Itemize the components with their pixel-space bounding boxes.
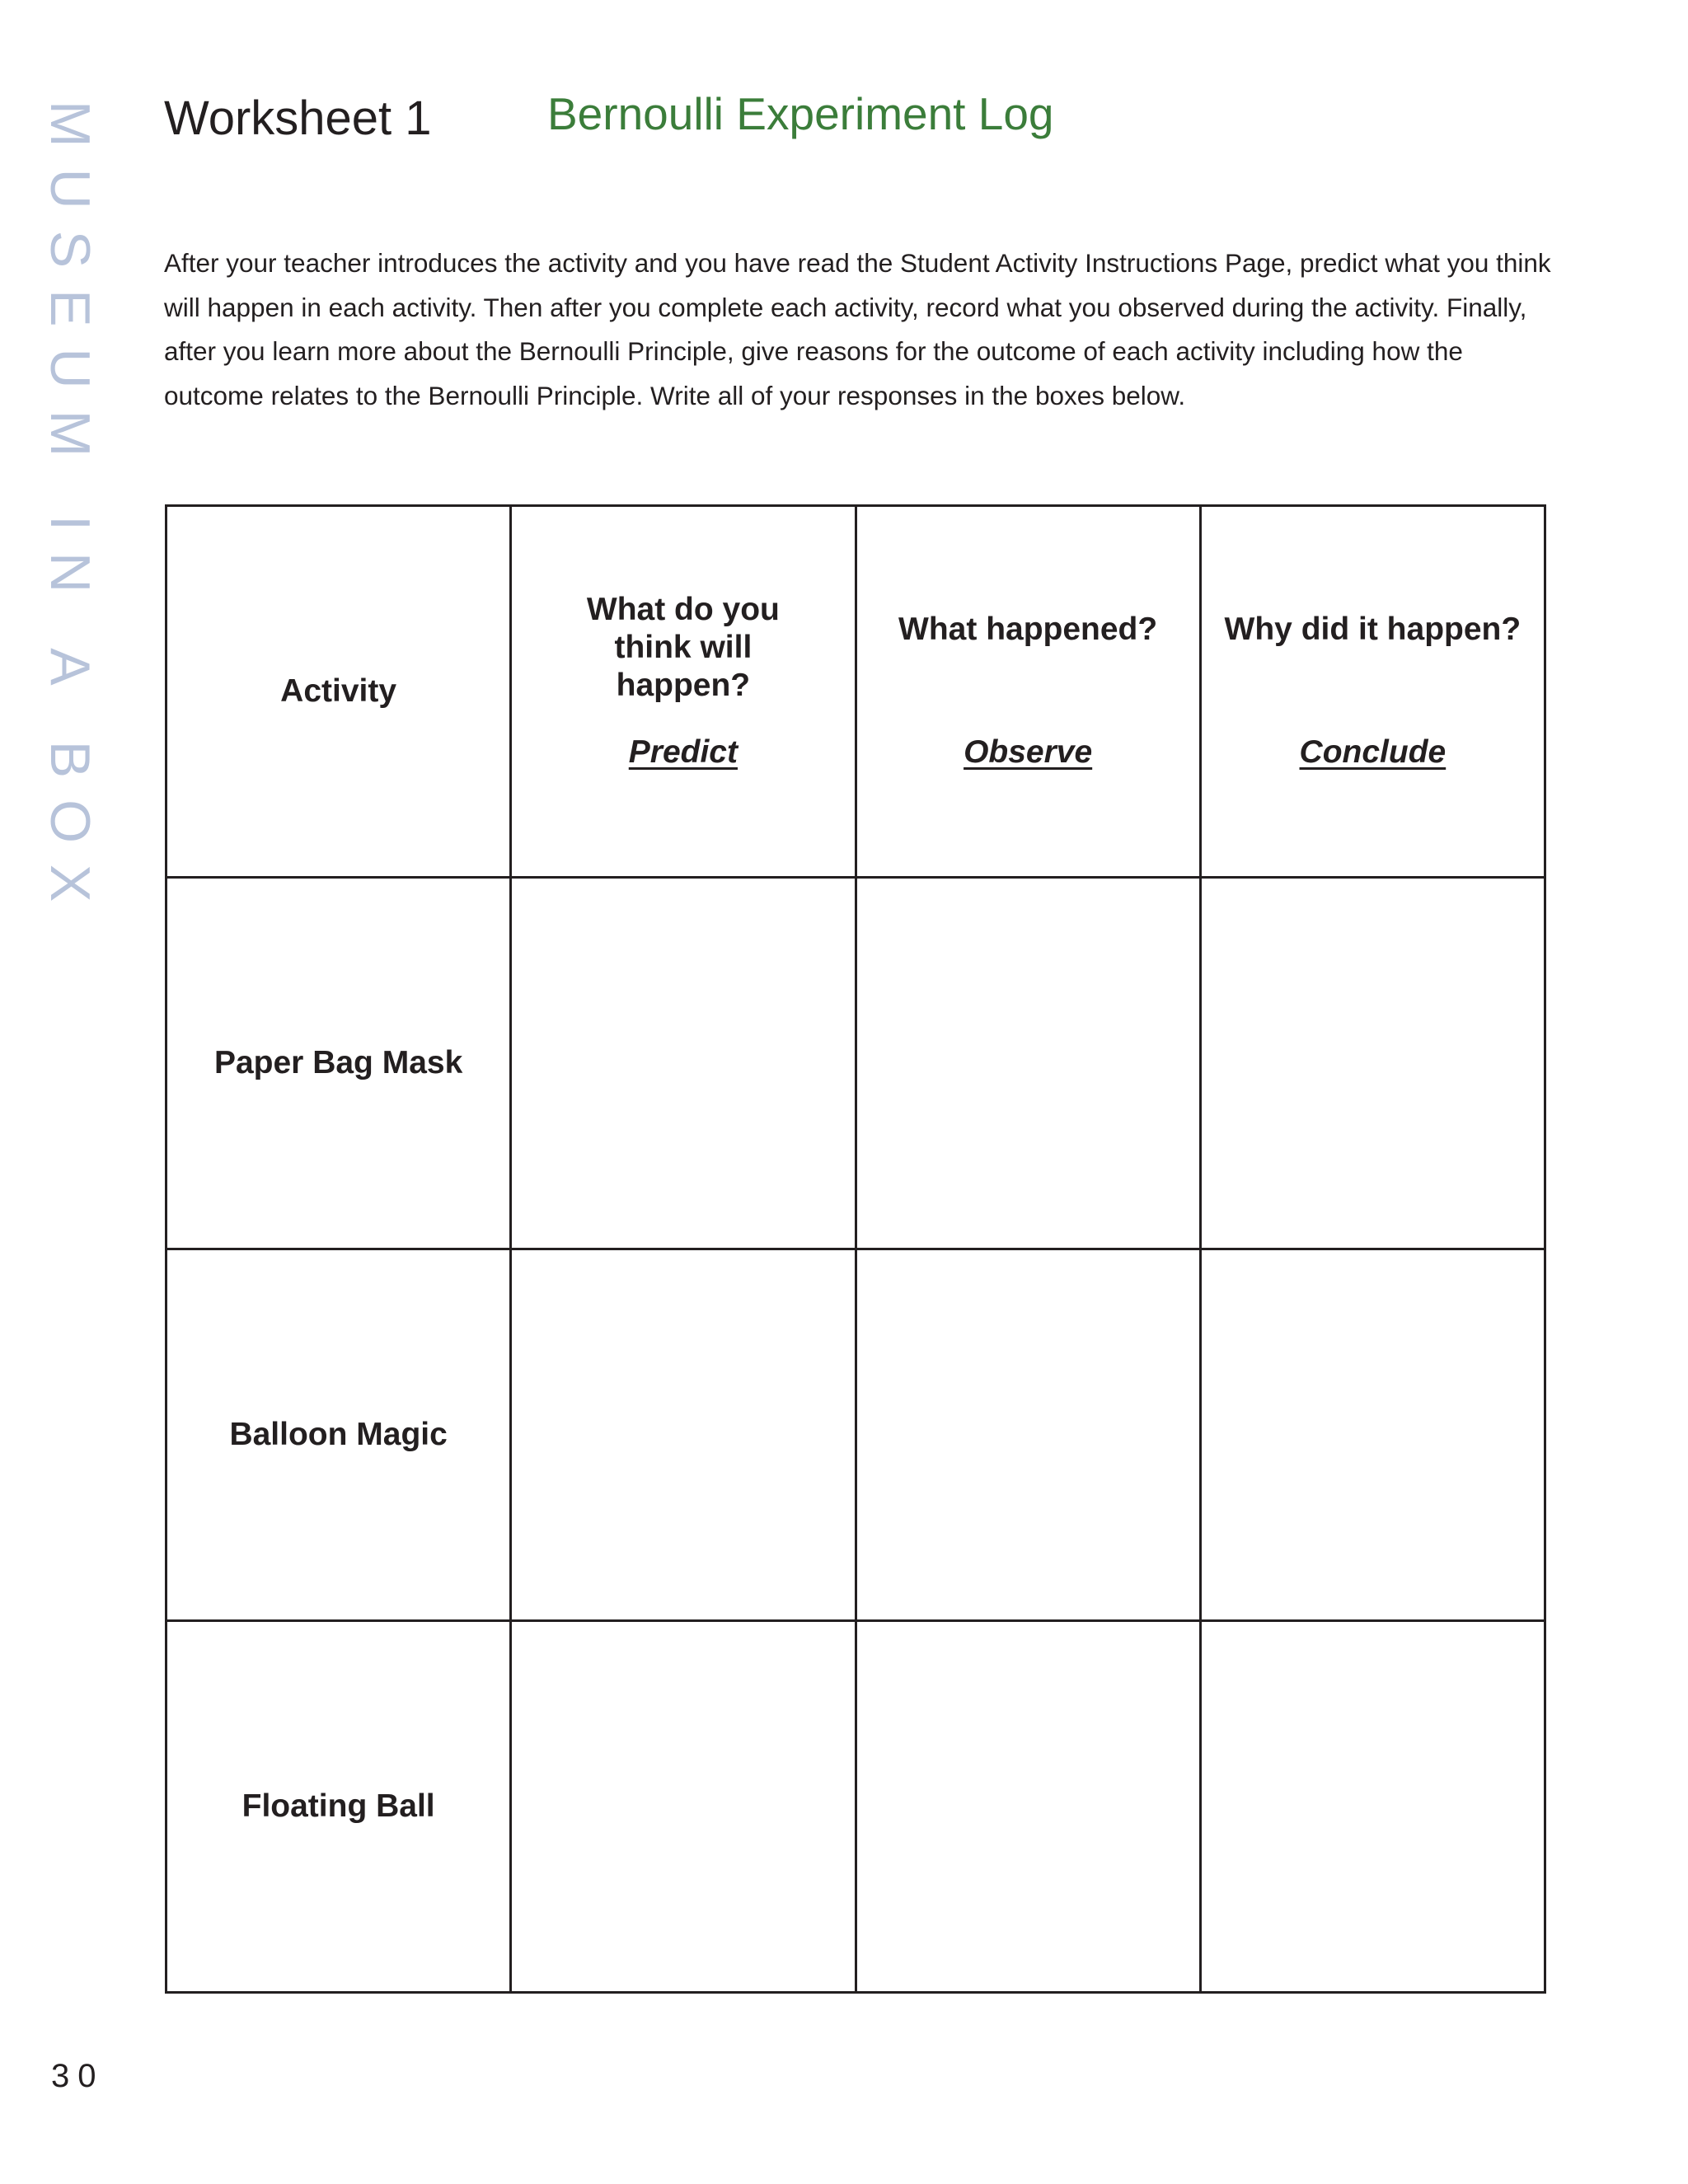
worksheet-title: Worksheet 1 bbox=[164, 91, 432, 145]
page-number: 30 bbox=[51, 2058, 105, 2094]
observe-answer-box[interactable] bbox=[856, 1249, 1200, 1621]
side-label-text: MUSEUM IN A BOX bbox=[39, 101, 101, 924]
table-row bbox=[166, 1621, 1545, 1993]
predict-answer-box[interactable] bbox=[511, 1249, 856, 1621]
predict-column-header bbox=[511, 506, 856, 878]
observe-answer-box[interactable] bbox=[856, 1621, 1200, 1993]
activity-name: Paper Bag Mask bbox=[166, 878, 511, 1249]
log-title: Bernoulli Experiment Log bbox=[547, 88, 1054, 139]
observe-question: What happened? bbox=[898, 612, 1158, 647]
conclude-question: Why did it happen? bbox=[1224, 612, 1522, 647]
predict-label: Predict bbox=[628, 734, 738, 770]
table-row bbox=[166, 878, 1545, 1249]
activity-column-header: Activity bbox=[166, 506, 511, 878]
observe-answer-box[interactable] bbox=[856, 878, 1200, 1249]
activity-name: Floating Ball bbox=[166, 1621, 511, 1993]
predict-question: What do you think will happen? bbox=[586, 592, 780, 703]
observe-label: Observe bbox=[964, 734, 1093, 770]
table-row bbox=[166, 1249, 1545, 1621]
activity-name: Balloon Magic bbox=[166, 1249, 511, 1621]
conclude-label: Conclude bbox=[1299, 734, 1447, 770]
conclude-answer-box[interactable] bbox=[1200, 1621, 1545, 1993]
page-header bbox=[164, 88, 1565, 157]
experiment-log-table bbox=[165, 504, 1546, 1994]
conclude-answer-box[interactable] bbox=[1200, 878, 1545, 1249]
predict-answer-box[interactable] bbox=[511, 1621, 856, 1993]
observe-column-header bbox=[856, 506, 1200, 878]
conclude-answer-box[interactable] bbox=[1200, 1249, 1545, 1621]
table-header-row bbox=[166, 506, 1545, 878]
intro-paragraph: After your teacher introduces the activity and you have read the Student Activity Instructions Page, predict what you think will happen in each activity. Then after you complete each activity, record what you observed during the activity. Finally, after you learn more about the Bernoulli Principle, give reasons for the outcome of each activity including how the outcome relates to the Bernoulli Principle. Write all of your responses in the boxes below. bbox=[164, 248, 1551, 410]
predict-answer-box[interactable] bbox=[511, 878, 856, 1249]
conclude-column-header bbox=[1200, 506, 1545, 878]
